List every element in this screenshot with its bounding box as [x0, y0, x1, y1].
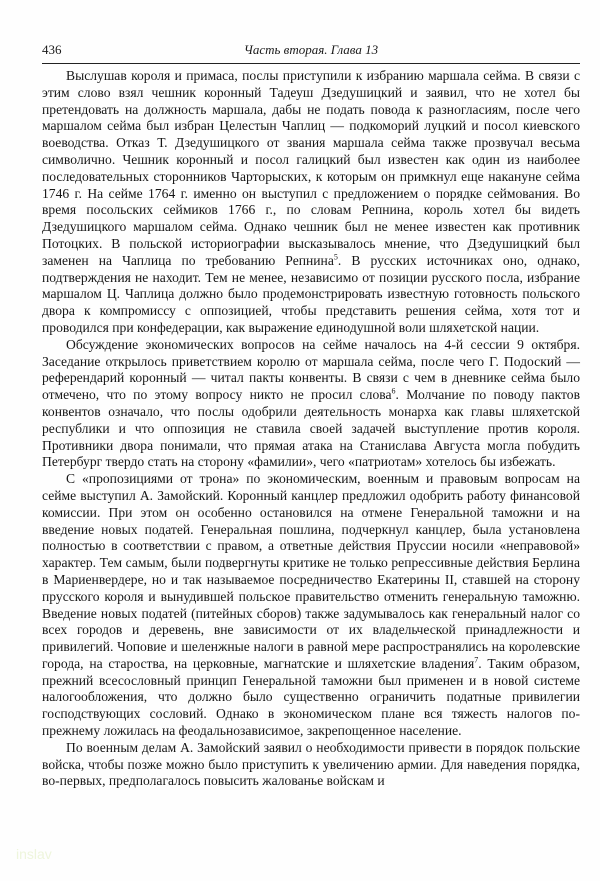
running-title: Часть вторая. Глава 13: [243, 42, 379, 57]
header-rule: [42, 63, 580, 64]
paragraph-text: . В русских источниках оно, однако, подтверждения не находит. Тем не менее, независимо от позиции русского посла, избрание маршалом Ц. Чаплица должно было продемонстрировать известную готовность польского двора к компромиссу с оппозицией, чтобы представить решения сейма, хотя тот и проводился при конфедерации, как выражение единодушной воли шляхетской нации.: [42, 252, 580, 335]
paragraph-text: По военным делам А. Замойский заявил о необходимости привести в порядок польские войска, чтобы позже можно было приступить к увеличению армии. Для наведения порядка, во-первых, предполагалось повысить жалованье войскам и: [42, 739, 580, 789]
paragraph: [42, 471, 580, 740]
paragraph-text: Обсуждение экономических вопросов на сейме началось на 4-й сессии 9 октября. Заседание открылось приветствием королю от маршала сейма, после чего Г. Подоский — референдарий коронный — читал пакты конвенты. В связи с чем в дневнике сейма было отмечено, что по этому вопросу никто не просил слова: [42, 336, 580, 403]
paragraph: [42, 68, 580, 337]
body-text: [42, 68, 580, 790]
paragraph: [42, 337, 580, 471]
page-number: 436: [42, 42, 62, 57]
footnote-ref[interactable]: 5: [333, 252, 338, 262]
paragraph: [42, 740, 580, 790]
paragraph-text: С «пропозициями от трона» по экономическим, военным и правовым вопросам на сейме выступил А. Замойский. Коронный канцлер предложил одобрить работу финансовой комиссии. При этом он особенно остановился на отмене Генеральной таможни и на введение новых податей. Генеральная пошлина, подчеркнул канцлер, была установлена полностью в соответствии с правом, а ответные действия Пруссии носили «неправовой» характер. Тем самым, были подвергнуты критике не только репрессивные действия Берлина в Мариенвердере, но и так называемое посредничество Екатерины II, ставшей на сторону прусского короля и вынудившей польское правительство отменить генеральную таможню. Введение новых податей (питейных сборов) также задумывалось как генеральный налог со всех городов и деревень, вне зависимости от их владельческой принадлежности и привилегий. Чоповие и шеленжные налоги в равной мере распространялись на королевские города, на староства, на церковные, магнатские и шляхетские владения: [42, 471, 580, 671]
footnote-ref[interactable]: 6: [391, 386, 396, 396]
footnote-ref[interactable]: 7: [474, 655, 479, 665]
paragraph-text: . Молчание по поводу пактов конвентов означало, что послы одобрили деятельность монарха как главы шляхетской республики и что оппозиция не ставила своей задачей выступление против короля. Противники двора понимали, что прямая атака на Станислава Августа могла побудить Петербург твердо стать на сторону «фамилии», чего «патриотам» хотелось бы избежать.: [42, 387, 580, 470]
watermark: inslav: [16, 846, 52, 862]
paragraph-text: Выслушав короля и примаса, послы приступили к избранию маршала сейма. В связи с этим слово взял чешник коронный Тадеуш Дзедушицкий и заявил, что не хотел бы претендовать на должность маршала, дабы не подать повода к разногласиям, после чего маршалом сейма был избран Целестын Чаплиц — подкоморий луцкий и посол киевского воеводства. Отказ Т. Дзедушицкого от звания маршала сейма также прозвучал весьма символично. Чешник коронный и посол галицкий был известен как один из наиболее последовательных сторонников Чарторыских, к которым он примкнул еще накануне сейма 1746 г. На сейме 1764 г. именно он выступил с предложением о порядке сеймования. Во время посольских сеймиков 1766 г., по словам Репнина, король хотел бы видеть Дзедушицкого маршалом сейма. Однако чешник был не менее известен как противник Потоцких. В польской историографии высказывалось мнение, что Дзедушицкий был заменен на Чаплица по требованию Репнина: [42, 68, 580, 268]
page-header: [42, 42, 580, 60]
paragraph-text: . Таким образом, прежний всесословный принцип Генеральной таможни был применен и в новой системе налогообложения, что должно было существенно ограничить податные привилегии господствующих сословий. Однако в экономическом плане вся тяжесть налогов по-прежнему ложилась на феодальнозависимое, закрепощенное население.: [42, 655, 580, 739]
